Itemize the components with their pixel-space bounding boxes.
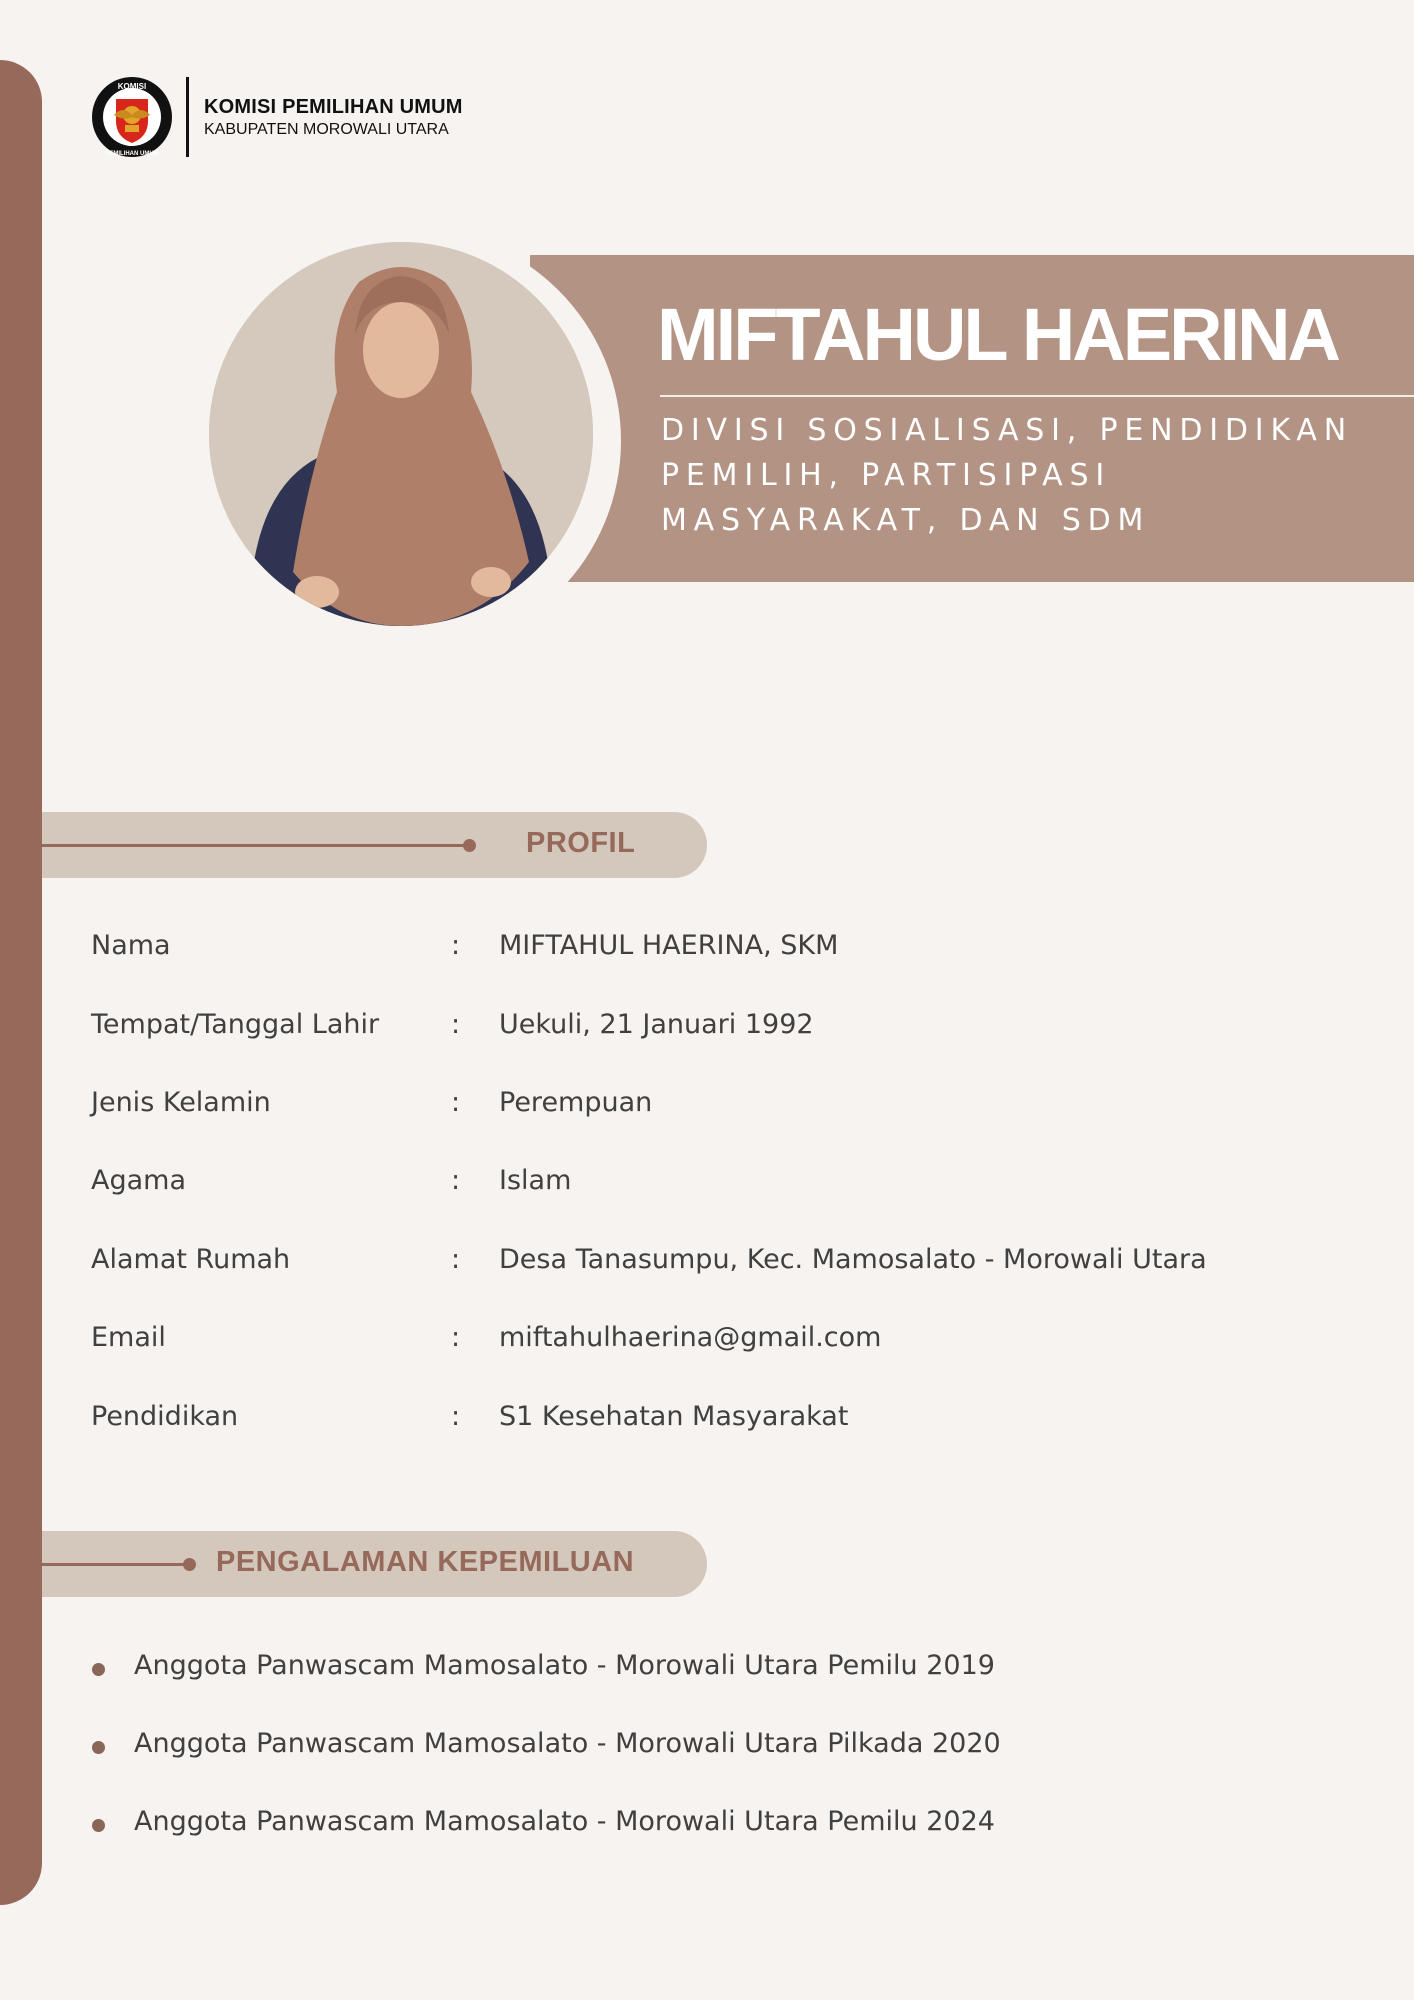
bullet-icon xyxy=(92,1741,105,1754)
profile-label: Email xyxy=(91,1322,166,1353)
profile-photo xyxy=(209,242,593,626)
division-line: MASYARAKAT, DAN SDM xyxy=(661,503,1151,538)
profile-value: Perempuan xyxy=(499,1087,653,1118)
profile-section-header xyxy=(42,812,707,878)
header-dot xyxy=(183,1558,196,1571)
profile-label: Alamat Rumah xyxy=(91,1244,291,1275)
profile-row xyxy=(91,1009,1341,1049)
experience-text: Anggota Panwascam Mamosalato - Morowali Utara Pemilu 2019 xyxy=(134,1650,995,1681)
profile-row xyxy=(91,1401,1341,1441)
person-name: MIFTAHUL HAERINA xyxy=(657,293,1338,376)
logo-divider xyxy=(186,77,189,157)
profile-value: Desa Tanasumpu, Kec. Mamosalato - Morowali Utara xyxy=(499,1244,1207,1275)
profile-colon: : xyxy=(451,1322,461,1353)
profile-label: Tempat/Tanggal Lahir xyxy=(91,1009,380,1040)
profile-row xyxy=(91,1165,1341,1205)
division-title xyxy=(661,408,1401,543)
kpu-emblem-icon xyxy=(90,75,174,159)
header-logo xyxy=(90,72,463,162)
header-line xyxy=(42,1563,192,1566)
profile-label: Jenis Kelamin xyxy=(91,1087,271,1118)
experience-item xyxy=(90,1806,1340,1846)
logo-bottom-text: PEMILIHAN UMUM xyxy=(105,151,159,157)
experience-section-header xyxy=(42,1531,707,1597)
name-divider xyxy=(660,395,1414,397)
person-portrait-icon xyxy=(209,242,593,626)
profile-colon: : xyxy=(451,1009,461,1040)
profile-label: Agama xyxy=(91,1165,187,1196)
profile-value: S1 Kesehatan Masyarakat xyxy=(499,1401,849,1432)
bullet-icon xyxy=(92,1819,105,1832)
experience-text: Anggota Panwascam Mamosalato - Morowali Utara Pilkada 2020 xyxy=(134,1728,1001,1759)
profile-colon: : xyxy=(451,1244,461,1275)
profile-colon: : xyxy=(451,1087,461,1118)
header-dot xyxy=(463,839,476,852)
email-link[interactable]: miftahulhaerina@gmail.com xyxy=(499,1322,882,1353)
experience-heading: PENGALAMAN KEPEMILUAN xyxy=(216,1546,635,1578)
experience-item xyxy=(90,1728,1340,1768)
profile-row xyxy=(91,1322,1341,1362)
header-line xyxy=(42,844,472,847)
profile-value: Uekuli, 21 Januari 1992 xyxy=(499,1009,814,1040)
profile-value: Islam xyxy=(499,1165,572,1196)
profile-row xyxy=(91,1087,1341,1127)
division-line: PEMILIH, PARTISIPASI xyxy=(661,458,1111,493)
profile-colon: : xyxy=(451,1165,461,1196)
logo-top-text: KOMISI xyxy=(117,82,147,91)
experience-item xyxy=(90,1650,1340,1690)
profile-heading: PROFIL xyxy=(526,827,636,859)
org-name-block xyxy=(204,96,463,139)
org-title: KOMISI PEMILIHAN UMUM xyxy=(204,95,463,118)
left-accent-bar xyxy=(0,60,42,1905)
profile-label: Pendidikan xyxy=(91,1401,239,1432)
profile-colon: : xyxy=(451,1401,461,1432)
bullet-icon xyxy=(92,1663,105,1676)
profile-label: Nama xyxy=(91,930,171,961)
profile-colon: : xyxy=(451,930,461,961)
division-line: DIVISI SOSIALISASI, PENDIDIKAN xyxy=(661,413,1353,448)
org-subtitle: KABUPATEN MOROWALI UTARA xyxy=(204,120,449,138)
profile-value: MIFTAHUL HAERINA, SKM xyxy=(499,930,839,961)
profile-row xyxy=(91,1244,1341,1284)
profile-row xyxy=(91,930,1341,970)
experience-text: Anggota Panwascam Mamosalato - Morowali Utara Pemilu 2024 xyxy=(134,1806,995,1837)
